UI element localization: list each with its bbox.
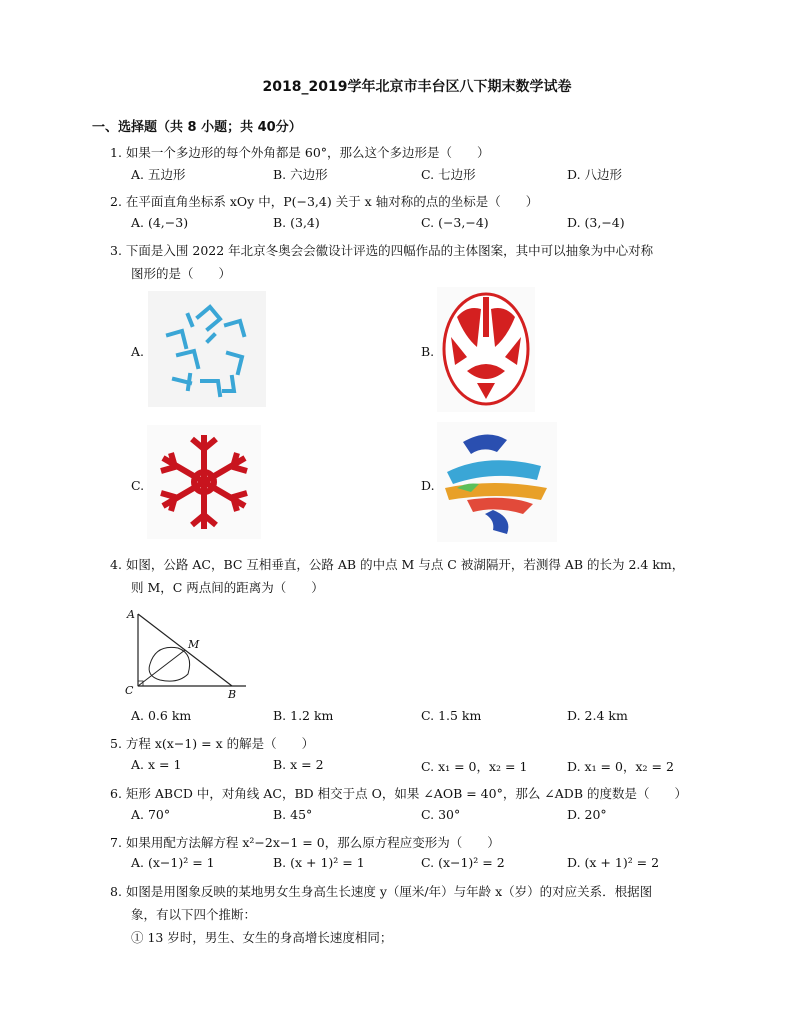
q1-option-c[interactable]: C. 七边形 — [421, 167, 476, 182]
figure-label-c: C — [125, 684, 134, 697]
q7-option-c[interactable]: C. (x−1)² = 2 — [421, 855, 505, 870]
q3-label-b[interactable]: B. — [421, 344, 435, 359]
question-8-stem-line1: 8. 如图是用图象反映的某地男女生身高生长速度 y（厘米/年）与年龄 x（岁）的对应关系．根据图 — [110, 884, 653, 899]
question-3-stem-line1: 3. 下面是入围 2022 年北京冬奥会会徽设计评选的四幅作品的主体图案，其中可以抽象为中心对称 — [110, 243, 654, 258]
figure-label-a: A — [127, 608, 135, 621]
question-4-stem-line1: 4. 如图，公路 AC，BC 互相垂直，公路 AB 的中点 M 与点 C 被湖隔开，若测得 AB 的长为 2.4 km， — [110, 557, 685, 572]
q4-option-c[interactable]: C. 1.5 km — [421, 708, 482, 723]
triangle-lake-figure — [122, 604, 252, 704]
q5-option-d[interactable]: D. x₁ = 0，x₂ = 2 — [567, 759, 674, 774]
question-5-stem: 5. 方程 x(x−1) = x 的解是（ ） — [110, 736, 315, 751]
snowflake-emblem-image[interactable] — [148, 291, 266, 407]
q1-option-a[interactable]: A. 五边形 — [131, 167, 186, 182]
q5-option-b[interactable]: B. x = 2 — [273, 757, 324, 772]
q5-option-a[interactable]: A. x = 1 — [131, 757, 182, 772]
ribbon-emblem-image[interactable] — [437, 422, 557, 542]
q7-option-a[interactable]: A. (x−1)² = 1 — [131, 855, 215, 870]
question-1-stem: 1. 如果一个多边形的每个外角都是 60°，那么这个多边形是（ ） — [110, 145, 490, 160]
question-8-stem-line2: 象，有以下四个推断： — [131, 907, 257, 922]
q2-option-a[interactable]: A. (4,−3) — [131, 215, 189, 230]
question-2-stem: 2. 在平面直角坐标系 xOy 中，P(−3,4) 关于 x 轴对称的点的坐标是（ ） — [110, 194, 539, 209]
figure-label-m: M — [188, 638, 200, 651]
q4-option-d[interactable]: D. 2.4 km — [567, 708, 628, 723]
q2-option-b[interactable]: B. (3,4) — [273, 215, 320, 230]
page-title: 2018_2019学年北京市丰台区八下期末数学试卷 — [262, 79, 572, 95]
question-6-stem: 6. 矩形 ABCD 中，对角线 AC，BD 相交于点 O，如果 ∠AOB = 40°，那么 ∠ADB 的度数是（ ） — [110, 786, 687, 801]
q4-option-a[interactable]: A. 0.6 km — [131, 708, 192, 723]
red-snowflake-emblem-image[interactable] — [147, 425, 261, 539]
question-7-stem: 7. 如果用配方法解方程 x²−2x−1 = 0，那么原方程应变形为（ ） — [110, 835, 500, 850]
q5-option-c[interactable]: C. x₁ = 0，x₂ = 1 — [421, 759, 528, 774]
q2-option-d[interactable]: D. (3,−4) — [567, 215, 625, 230]
q6-option-d[interactable]: D. 20° — [567, 807, 607, 822]
question-4-stem-line2: 则 M，C 两点间的距离为（ ） — [131, 580, 324, 595]
q4-option-b[interactable]: B. 1.2 km — [273, 708, 334, 723]
section-heading: 一、选择题（共 8 小题；共 40分） — [92, 120, 302, 135]
q3-label-c[interactable]: C. — [131, 478, 145, 493]
q1-option-b[interactable]: B. 六边形 — [273, 167, 328, 182]
q2-option-c[interactable]: C. (−3,−4) — [421, 215, 489, 230]
q7-option-b[interactable]: B. (x + 1)² = 1 — [273, 855, 365, 870]
q6-option-a[interactable]: A. 70° — [131, 807, 171, 822]
q3-label-a[interactable]: A. — [131, 344, 145, 359]
q6-option-b[interactable]: B. 45° — [273, 807, 313, 822]
q3-label-d[interactable]: D. — [421, 478, 435, 493]
figure-label-b: B — [228, 688, 237, 701]
question-8-inference-1: ① 13 岁时，男生、女生的身高增长速度相同； — [131, 930, 393, 945]
q7-option-d[interactable]: D. (x + 1)² = 2 — [567, 855, 660, 870]
q1-option-d[interactable]: D. 八边形 — [567, 167, 623, 182]
opera-mask-emblem-image[interactable] — [437, 287, 535, 412]
q6-option-c[interactable]: C. 30° — [421, 807, 461, 822]
question-3-stem-line2: 图形的是（ ） — [131, 266, 232, 281]
